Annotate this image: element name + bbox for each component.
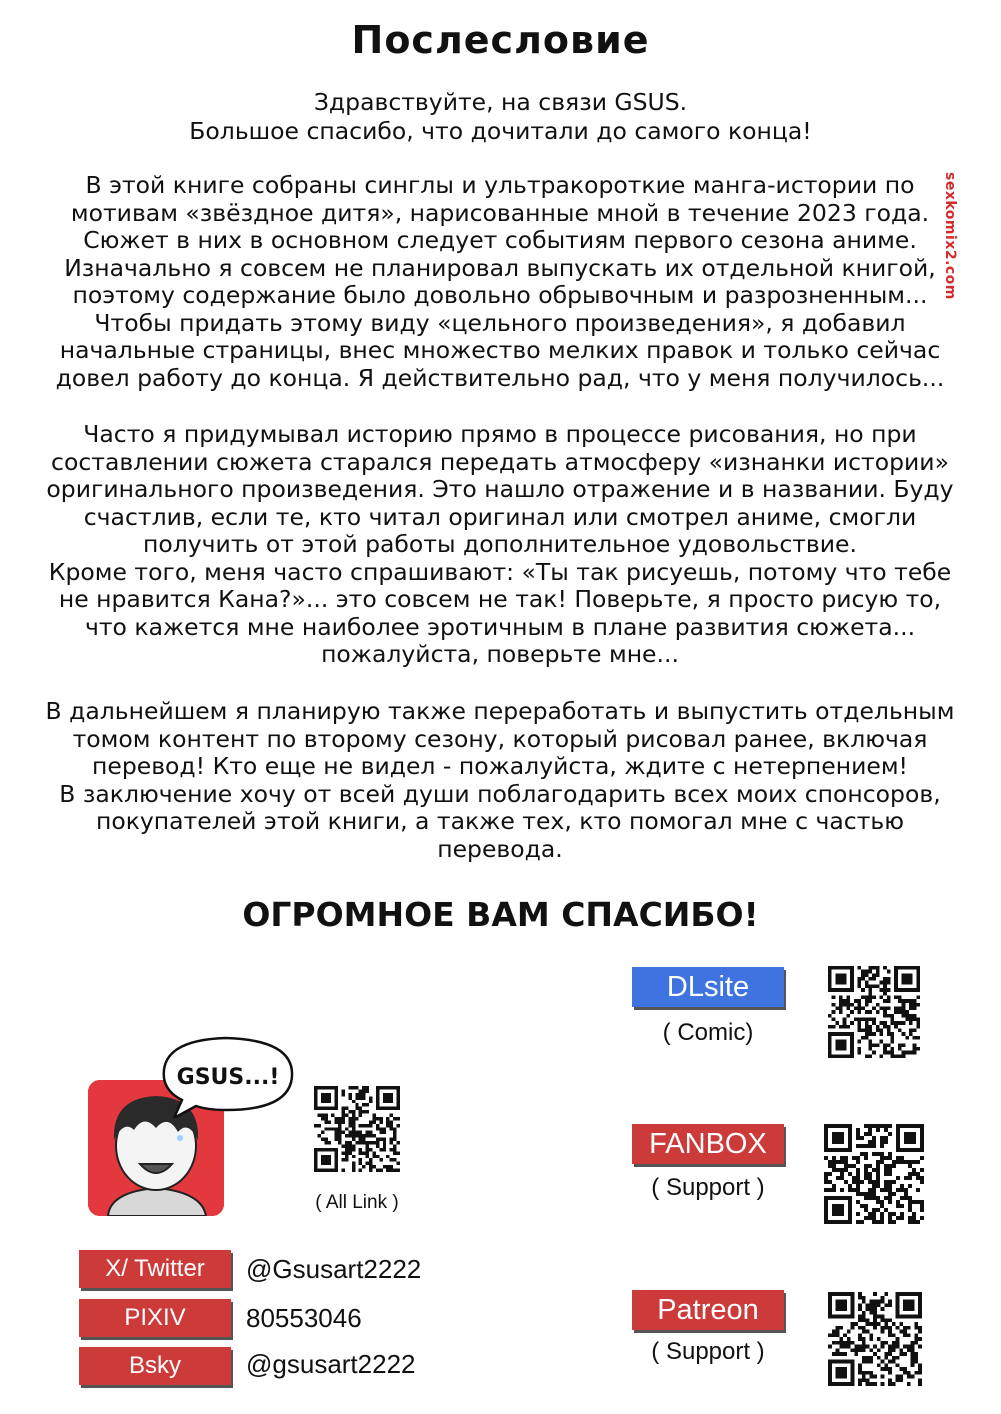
dlsite-caption: ( Comic) xyxy=(662,1019,754,1046)
pixiv-id[interactable]: 80553046 xyxy=(246,1303,362,1333)
patreon-button[interactable]: Patreon xyxy=(632,1290,784,1330)
bsky-handle[interactable]: @gsusart2222 xyxy=(246,1349,416,1379)
all-link-caption: ( All Link ) xyxy=(315,1192,399,1213)
fanbox-caption: ( Support ) xyxy=(651,1174,765,1201)
pixiv-label: PIXIV xyxy=(79,1299,231,1337)
page-title: Послесловие xyxy=(351,18,650,62)
qr-code-icon[interactable] xyxy=(314,1086,400,1172)
dlsite-button[interactable]: DLsite xyxy=(632,967,784,1007)
twitter-handle[interactable]: @Gsusart2222 xyxy=(246,1254,422,1284)
thanks-heading: ОГРОМНОЕ ВАМ СПАСИБО! xyxy=(242,895,759,934)
afterword-paragraph-3: В дальнейшем я планирую также переработать и выпустить отдельным томом контент по второму сезону, который рисовал ранее, включая перевод! Кто еще не видел - пожалуйста, ждите с нетерпением! В заключение хочу от всей души поблагодарить всех моих спонсоров, покупателей этой книги, а также тех, кто помогал мне с частью перевода. xyxy=(45,697,955,863)
bsky-label: Bsky xyxy=(79,1347,231,1385)
speech-bubble-icon xyxy=(152,1032,300,1118)
afterword-paragraph-1: В этой книге собраны синглы и ультракороткие манга-истории по мотивам «звёздное дитя», нарисованные мной в течение 2023 года. Сюжет в них в основном следует событиям первого сезона аниме. Изначально я совсем не планировал выпускать их отдельной книгой, поэтому содержание было довольно обрывочным и разрозненным... Чтобы придать этому виду «цельного произведения», я добавил начальные страницы, внес множество мелких правок и только сейчас довел работу до конца. Я действительно рад, что у меня получилось... xyxy=(55,171,945,392)
twitter-label: X/ Twitter xyxy=(79,1250,231,1288)
qr-code-icon[interactable] xyxy=(828,1292,922,1386)
patreon-caption: ( Support ) xyxy=(651,1338,765,1365)
qr-code-icon[interactable] xyxy=(824,1124,924,1224)
afterword-paragraph-2: Часто я придумывал историю прямо в процессе рисования, но при составлении сюжета старался передать атмосферу «изнанки истории» оригинального произведения. Это нашло отражение и в названии. Буду счастлив, если те, кто читал оригинал или смотрел аниме, смогли получить от этой работы дополнительное удовольствие. Кроме того, меня часто спрашивают: «Ты так рисуешь, потому что тебе не нравится Кана?»... это совсем не так! Поверьте, я просто рисую то, что кажется мне наиболее эротичным в плане развития сюжета... пожалуйста, поверьте мне... xyxy=(46,420,954,668)
site-watermark: sexkomix2.com xyxy=(942,172,958,300)
fanbox-button[interactable]: FANBOX xyxy=(632,1124,784,1164)
greeting-text: Здравствуйте, на связи GSUS. Большое спасибо, что дочитали до самого конца! xyxy=(189,88,812,145)
speech-bubble-text: GSUS...! xyxy=(176,1065,280,1090)
qr-code-icon[interactable] xyxy=(828,966,920,1058)
